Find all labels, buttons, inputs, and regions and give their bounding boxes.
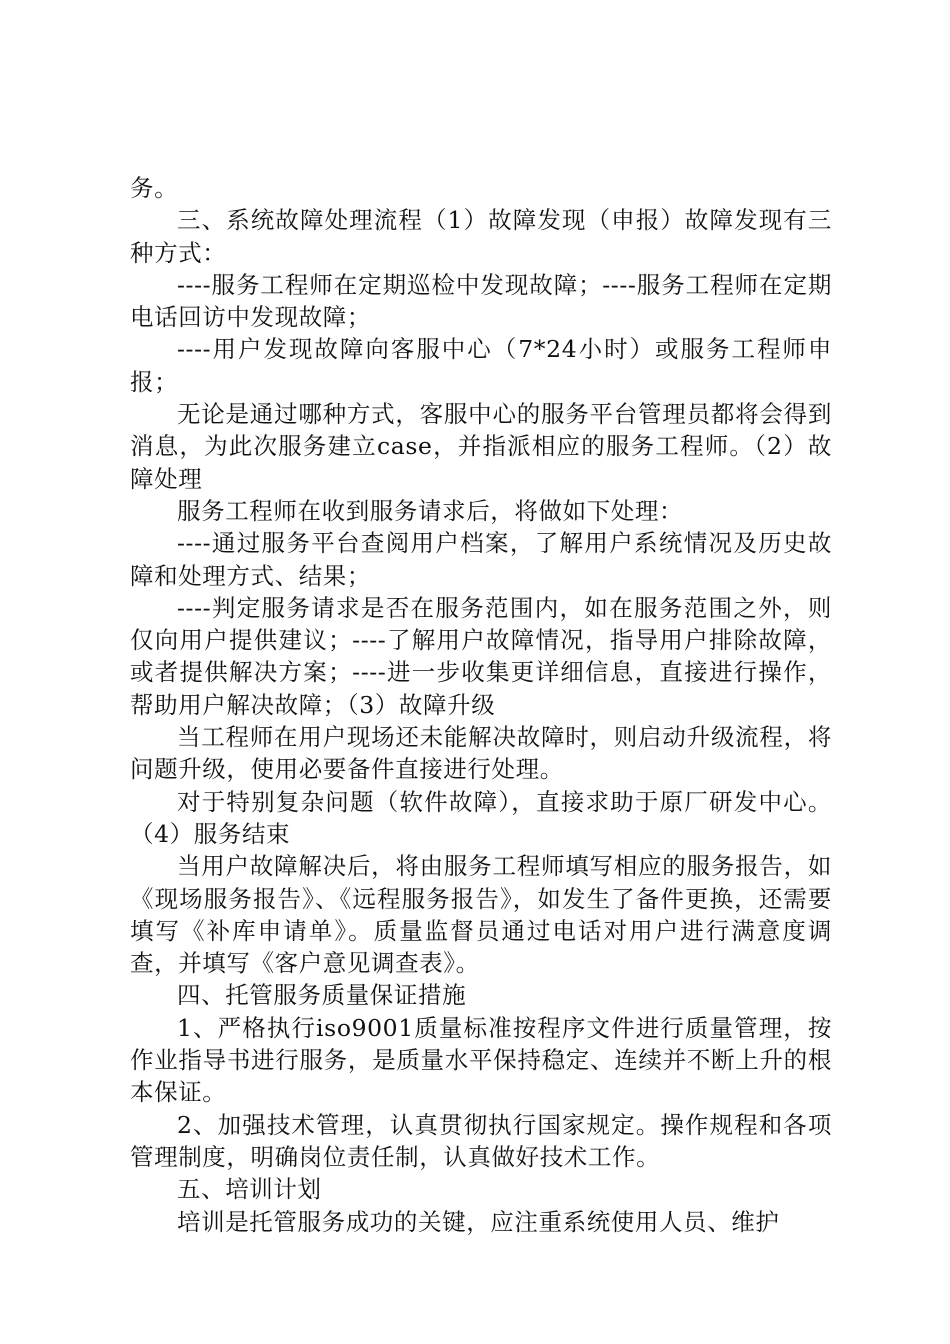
paragraph-judge-scope: ----判定服务请求是否在服务范围内，如在服务范围之外，则仅向用户提供建议；----了解用户故障情况，指导用户排除故障，或者提供解决方案；----进一步收集更详细信息，直接进行操作，帮助用户解决故障；（3）故障升级: [130, 593, 832, 719]
paragraph-escalation: 当工程师在用户现场还未能解决故障时，则启动升级流程，将问题升级，使用必要备件直接进行处理。: [130, 723, 832, 784]
document-body: [130, 172, 832, 1238]
paragraph-complex-issue: 对于特别复杂问题（软件故障），直接求助于原厂研发中心。（4）服务结束: [130, 787, 832, 848]
paragraph-user-report: ----用户发现故障向客服中心（7*24小时）或服务工程师申报；: [130, 335, 832, 396]
paragraph-section-3-heading: 三、系统故障处理流程（1）故障发现（申报）故障发现有三种方式：: [130, 206, 832, 267]
paragraph-service-end: 当用户故障解决后，将由服务工程师填写相应的服务报告，如《现场服务报告》、《远程服务报告》，如发生了备件更换，还需要填写《补库申请单》。质量监督员通过电话对用户进行满意度调查，并填写《客户意见调查表》。: [130, 852, 832, 978]
paragraph-discovery-methods: ----服务工程师在定期巡检中发现故障；----服务工程师在定期电话回访中发现故障；: [130, 270, 832, 332]
paragraph-iso9001: 1、严格执行iso9001质量标准按程序文件进行质量管理，按作业指导书进行服务，是质量水平保持稳定、连续并不断上升的根本保证。: [130, 1013, 832, 1107]
paragraph-case-creation: 无论是通过哪种方式，客服中心的服务平台管理员都将会得到消息，为此次服务建立case，并指派相应的服务工程师。（2）故障处理: [130, 400, 832, 493]
paragraph-section-5-heading: 五、培训计划: [177, 1175, 322, 1204]
paragraph-continuation: 务。: [130, 174, 179, 202]
paragraph-tech-management: 2、加强技术管理，认真贯彻执行国家规定。操作规程和各项管理制度，明确岗位责任制，认真做好技术工作。: [130, 1110, 832, 1171]
paragraph-handling-intro: 服务工程师在收到服务请求后，将做如下处理：: [177, 496, 684, 525]
paragraph-check-archive: ----通过服务平台查阅用户档案，了解用户系统情况及历史故障和处理方式、结果；: [130, 529, 832, 590]
paragraph-section-4-heading: 四、托管服务质量保证措施: [177, 981, 467, 1010]
paragraph-training: 培训是托管服务成功的关键，应注重系统使用人员、维护: [177, 1207, 780, 1236]
